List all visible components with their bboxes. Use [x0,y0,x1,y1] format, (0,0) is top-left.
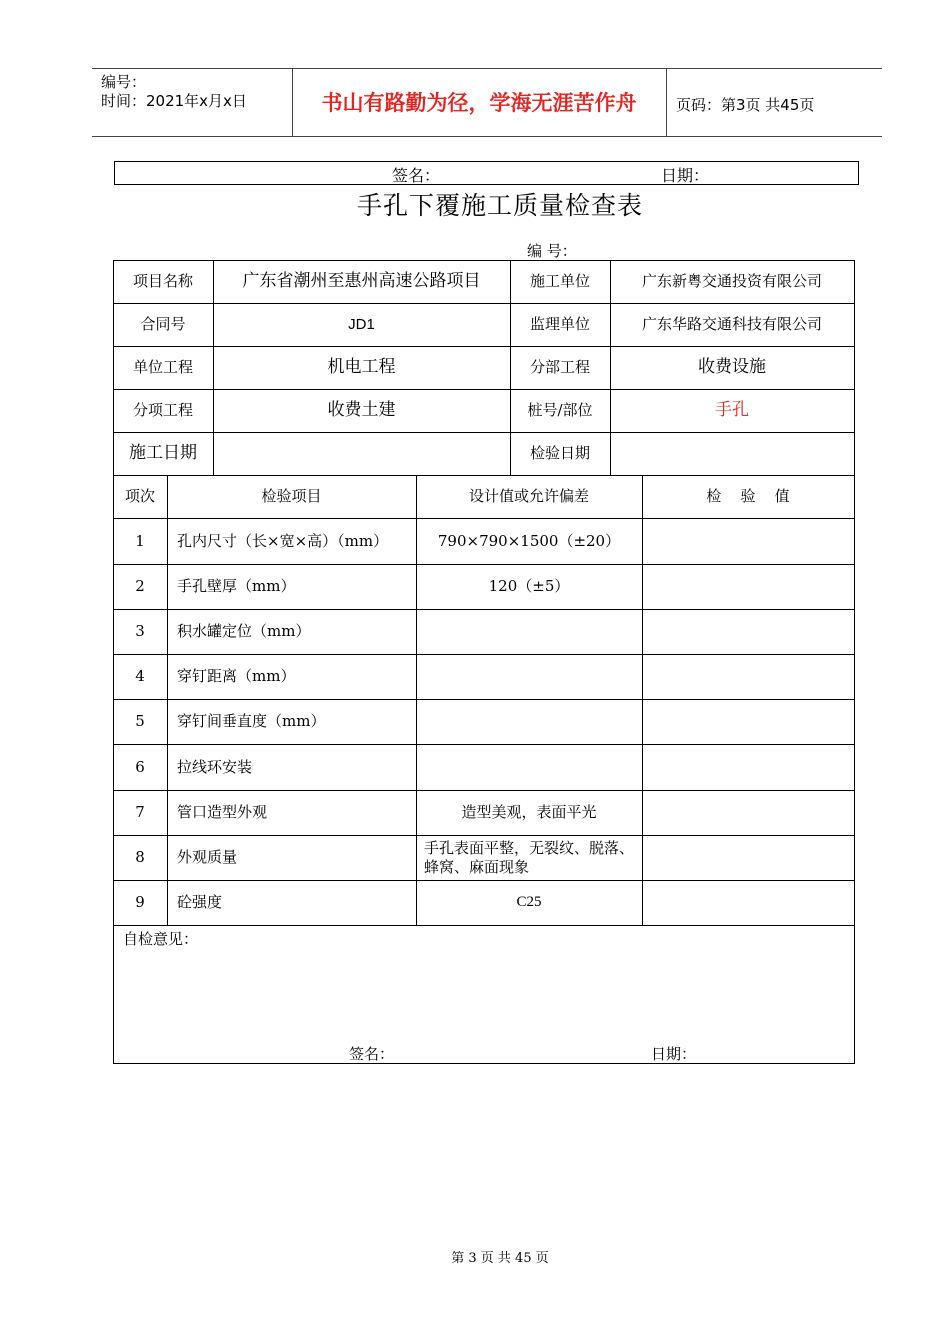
row-value[interactable] [642,880,854,925]
inspect-date-label: 检验日期 [529,444,590,462]
page-label: 页码：第3页 共45页 [676,96,815,114]
row-no: 1 [135,531,145,550]
column-header-spec: 设计值或允许偏差 [468,487,589,505]
table-border [854,260,855,1063]
row-no: 9 [135,893,145,911]
station-label: 桩号/部位 [527,401,593,419]
page-title: 手孔下覆施工质量检查表 [356,191,643,220]
row-item: 砼强度 [177,893,223,911]
row-item: 手孔壁厚（mm） [177,577,296,595]
unit-project-value: 机电工程 [327,357,396,377]
row-item: 外观质量 [177,848,238,866]
row-spec: 120（±5） [488,577,570,595]
row-item: 孔内尺寸（长×宽×高）（mm） [177,531,389,550]
station-value: 手孔 [715,400,749,420]
build-date-value[interactable] [213,432,510,475]
row-value[interactable] [642,835,854,880]
row-no: 6 [135,757,145,776]
row-spec [416,609,642,654]
project-name-value: 广东省潮州至惠州高速公路项目 [242,271,481,291]
column-header-item: 检验项目 [261,487,322,505]
row-no: 4 [135,667,145,685]
row-item: 拉线环安装 [177,757,253,776]
row-value[interactable] [642,609,854,654]
contract-no-value: JD1 [348,316,375,333]
row-item: 积水罐定位（mm） [177,622,311,640]
sign-strip-sign: 签名： [392,166,441,185]
supervisor-value: 广东华路交通科技有限公司 [641,315,822,333]
build-date-label: 施工日期 [129,443,197,463]
unit-project-label: 单位工程 [132,358,193,376]
row-item: 穿钉间垂直度（mm） [177,712,326,730]
contractor-value: 广东新粤交通投资有限公司 [641,272,822,290]
row-spec [416,654,642,699]
row-spec [416,699,642,744]
self-check-label: 自检意见： [123,930,199,948]
row-spec: 790×790×1500（±20） [437,531,621,550]
row-value[interactable] [642,744,854,790]
division-value: 收费设施 [698,357,766,377]
sign-strip [114,161,859,185]
row-no: 5 [135,712,145,730]
contractor-label: 施工单位 [529,272,590,290]
subitem-label: 分项工程 [132,401,193,419]
column-header-no: 项次 [124,487,155,505]
header-divider [666,68,667,136]
row-value[interactable] [642,564,854,609]
sign-strip-date: 日期： [661,166,710,185]
row-value[interactable] [642,699,854,744]
table-rule [113,925,855,926]
row-value[interactable] [642,654,854,699]
project-name-label: 项目名称 [132,272,193,290]
header-motto: 书山有路勤为径，学海无涯苦作舟 [321,91,637,115]
row-value[interactable] [642,518,854,564]
row-no: 2 [135,577,145,595]
number-label: 编 号： [527,242,577,260]
subitem-value: 收费土建 [327,400,396,420]
row-no: 3 [135,622,145,640]
row-spec [416,744,642,790]
supervisor-label: 监理单位 [529,315,590,333]
row-no: 7 [135,803,145,821]
column-header-value: 检 验 值 [706,487,790,505]
page-footer: 第 3 页 共 45 页 [451,1251,549,1266]
row-no: 8 [135,848,145,866]
self-check-date: 日期： [651,1045,697,1063]
header-bottom-rule [92,136,882,137]
inspect-date-value[interactable] [610,432,854,475]
row-item: 管口造型外观 [177,803,268,821]
division-label: 分部工程 [529,358,590,376]
row-spec: 造型美观，表面平光 [461,803,597,821]
time-label: 时间：2021年x月x日 [101,92,247,110]
row-spec: 手孔表面平整，无裂纹、脱落、蜂窝、麻面现象 [424,838,635,876]
row-spec: C25 [516,894,542,910]
doc-number-label: 编号： [101,73,147,91]
contract-no-label: 合同号 [140,315,186,333]
row-value[interactable] [642,790,854,835]
row-item: 穿钉距离（mm） [177,667,296,685]
self-check-sign: 签名： [349,1045,395,1063]
table-rule [113,1063,855,1064]
